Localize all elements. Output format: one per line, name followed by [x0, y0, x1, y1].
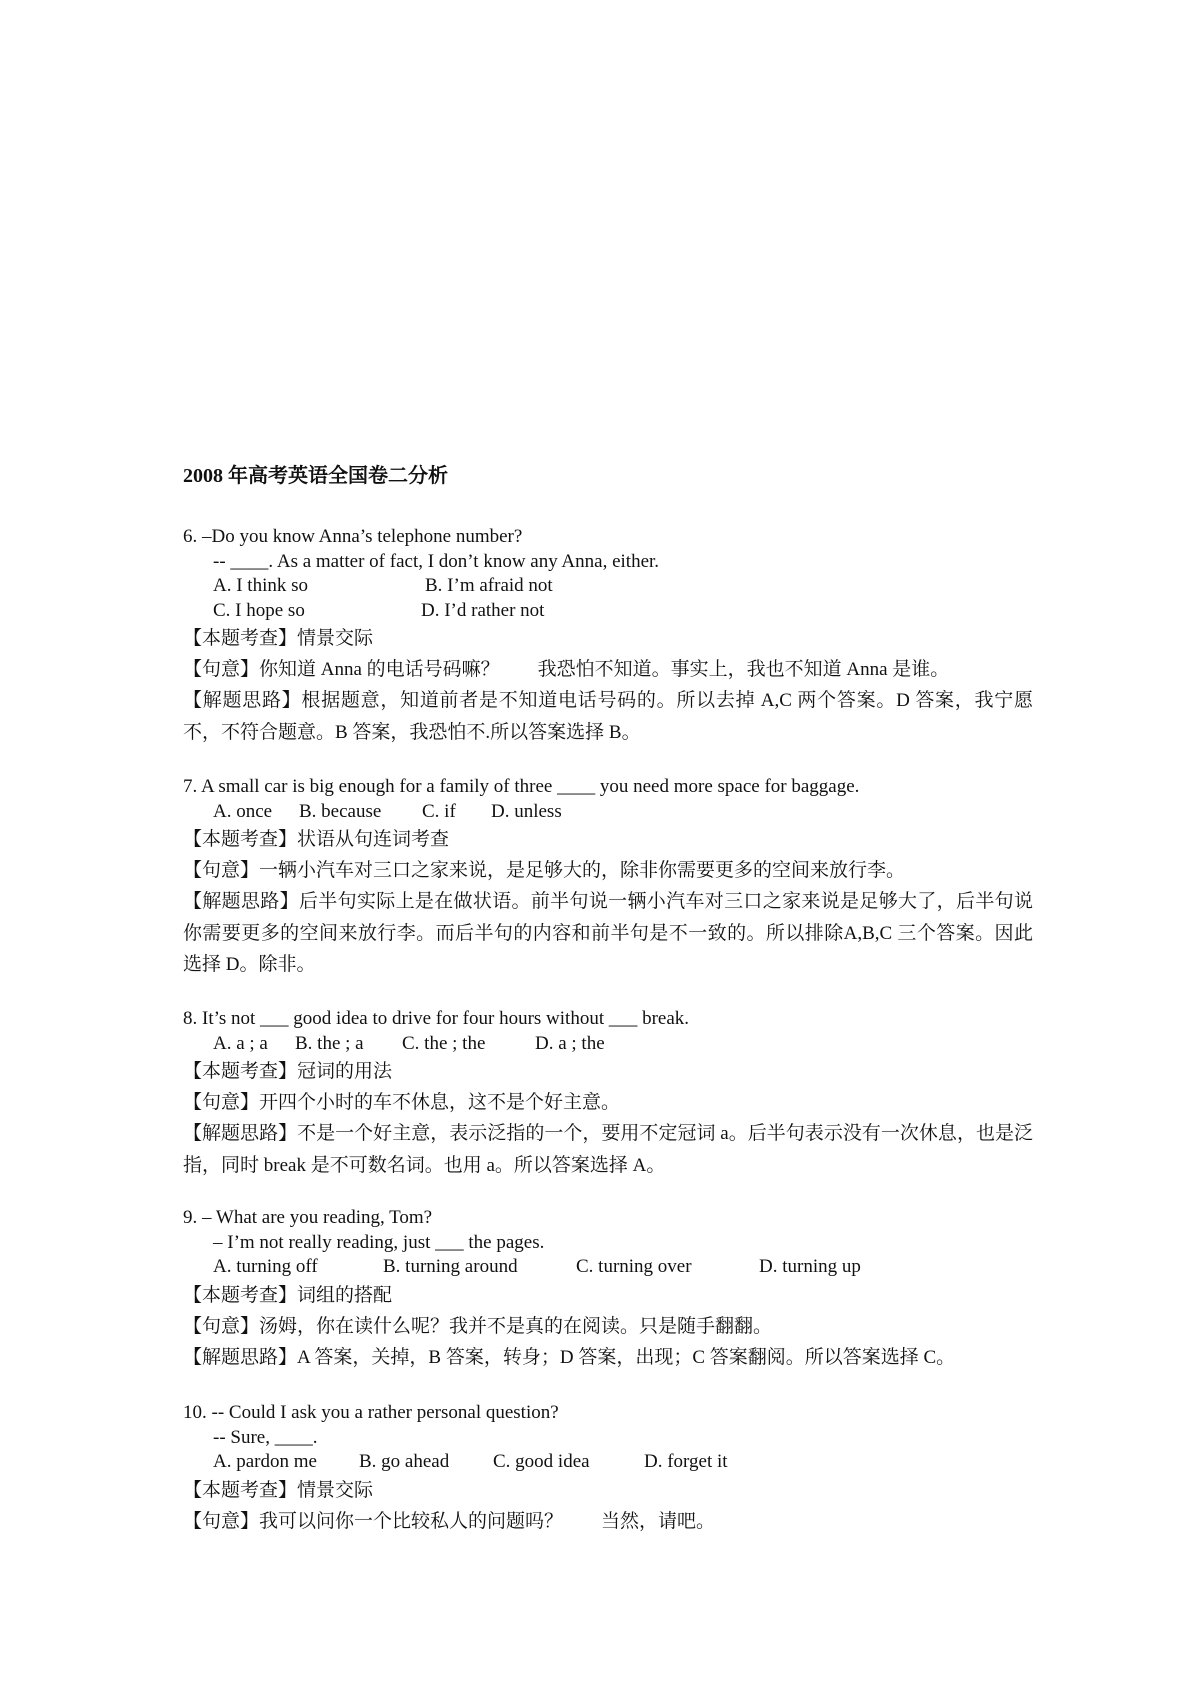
- juyi-text: 【句意】开四个小时的车不休息，这不是个好主意。: [183, 1092, 621, 1113]
- question-10: [183, 1401, 1033, 1537]
- juyi-text: 【句意】我可以问你一个比较私人的问题吗？ 当然，请吧。: [183, 1510, 716, 1532]
- option-d: D. forget it: [644, 1451, 728, 1472]
- options-row: [183, 574, 1033, 599]
- question-stem-reply: – I’m not really reading, just ___ the pages.: [213, 1231, 545, 1253]
- juyi-text: 【句意】一辆小汽车对三口之家来说，是足够大的，除非你需要更多的空间来放行李。: [183, 860, 906, 881]
- question-9: [183, 1206, 1033, 1373]
- option-a: A. a ; a: [213, 1032, 268, 1054]
- kaocha-text: 【本题考查】情景交际: [183, 628, 374, 649]
- question-stem-reply: -- ____. As a matter of fact, I don’t know any Anna, either.: [213, 550, 660, 572]
- option-a: A. turning off: [213, 1256, 318, 1277]
- option-d: D. I’d rather not: [421, 599, 545, 621]
- kaocha-text: 【本题考查】状语从句连词考查: [183, 829, 450, 850]
- question-stem: 9. – What are you reading, Tom?: [183, 1207, 433, 1228]
- question-stem: 8. It’s not ___ good idea to drive for four hours without ___ break.: [183, 1008, 690, 1029]
- option-a: A. once: [213, 800, 273, 822]
- question-6: [183, 525, 1033, 748]
- question-stem: 7. A small car is big enough for a family of three ____ you need more space for baggage.: [183, 776, 860, 797]
- juyi-text: 【句意】汤姆，你在读什么呢？我并不是真的在阅读。只是随手翻翻。: [183, 1315, 773, 1337]
- options-row: [183, 1255, 1033, 1280]
- question-stem: 6. –Do you know Anna’s telephone number?: [183, 526, 523, 547]
- option-d: D. unless: [491, 800, 562, 822]
- silu-text: 【解题思路】A 答案，关掉，B 答案，转身；D 答案，出现；C 答案翻阅。所以答案选择 C。: [183, 1346, 956, 1368]
- kaocha-text: 【本题考查】情景交际: [183, 1479, 374, 1501]
- page-title: 2008 年高考英语全国卷二分析: [183, 465, 448, 487]
- option-d: D. turning up: [759, 1256, 861, 1277]
- options-row: [183, 1450, 1033, 1475]
- silu-text: 【解题思路】根据题意，知道前者是不知道电话号码的。所以去掉 A,C 两个答案。D 答案，我宁愿不，不符合题意。B 答案，我恐怕不.所以答案选择 B。: [183, 690, 1033, 743]
- question-8: [183, 1007, 1033, 1181]
- option-c: C. the ; the: [402, 1032, 486, 1054]
- question-stem-reply: -- Sure, ____.: [213, 1426, 318, 1448]
- option-a: A. pardon me: [213, 1451, 317, 1472]
- option-b: B. go ahead: [359, 1451, 450, 1472]
- question-stem: 10. -- Could I ask you a rather personal question?: [183, 1402, 559, 1423]
- juyi-text: 【句意】你知道 Anna 的电话号码嘛？ 我恐怕不知道。事实上，我也不知道 Anna 是谁。: [183, 659, 950, 680]
- option-b: B. I’m afraid not: [425, 575, 553, 596]
- option-b: B. turning around: [383, 1256, 518, 1277]
- option-b: B. the ; a: [295, 1032, 364, 1054]
- option-d: D. a ; the: [535, 1032, 605, 1054]
- option-c: C. turning over: [576, 1256, 692, 1277]
- question-7: [183, 775, 1033, 981]
- kaocha-text: 【本题考查】冠词的用法: [183, 1061, 393, 1082]
- kaocha-text: 【本题考查】词组的搭配: [183, 1284, 393, 1306]
- option-a: A. I think so: [213, 575, 308, 596]
- option-c: C. I hope so: [213, 599, 305, 621]
- option-c: C. if: [422, 800, 456, 822]
- option-c: C. good idea: [493, 1451, 590, 1472]
- options-row: [183, 1032, 1033, 1057]
- options-row: [183, 599, 1033, 624]
- options-row: [183, 800, 1033, 825]
- silu-text: 【解题思路】不是一个好主意，表示泛指的一个，要用不定冠词 a。后半句表示没有一次休息，也是泛指，同时 break 是不可数名词。也用 a。所以答案选择 A。: [183, 1123, 1033, 1176]
- option-b: B. because: [299, 800, 382, 822]
- silu-text: 【解题思路】后半句实际上是在做状语。前半句说一辆小汽车对三口之家来说是足够大了，后半句说你需要更多的空间来放行李。而后半句的内容和前半句是不一致的。所以排除A,B,C 三个答案。因此选择 D。除非。: [183, 891, 1033, 975]
